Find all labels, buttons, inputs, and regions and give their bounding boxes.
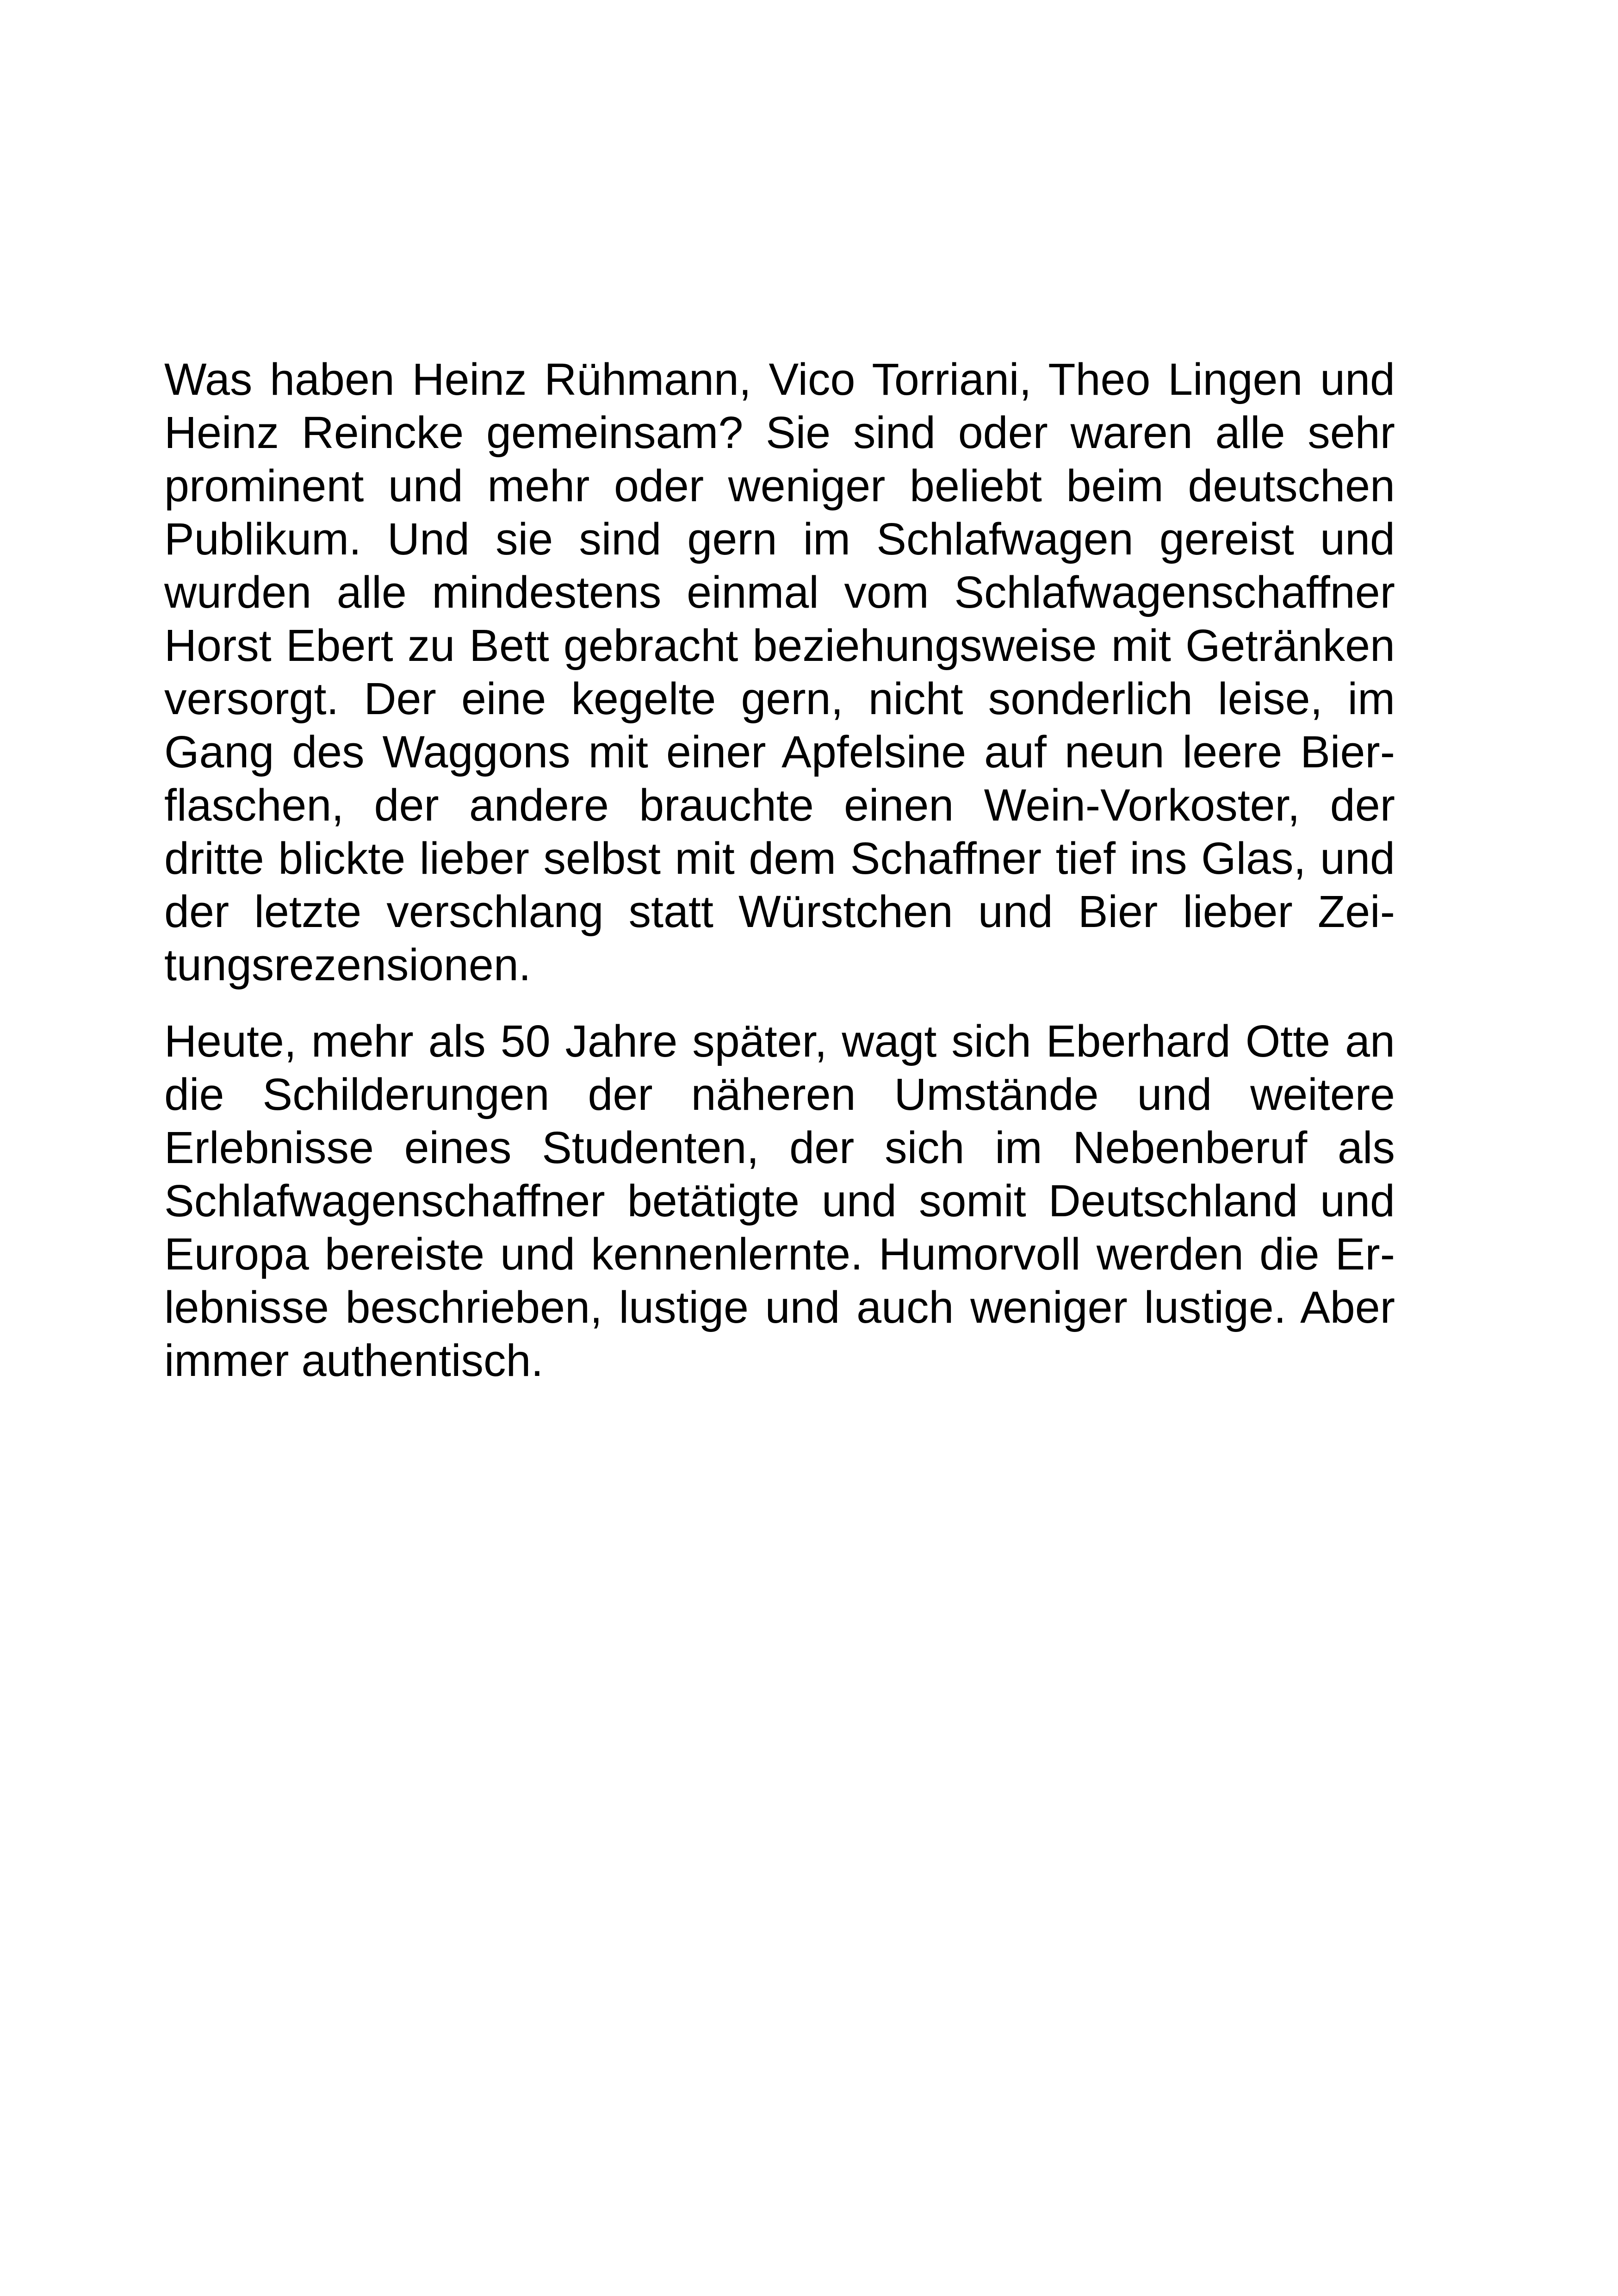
text-line: Heute, mehr als 50 Jahre später, wagt sich Eberhard Otte an: [164, 1016, 1395, 1066]
text-line: die Schilderungen der näheren Umstände und weitere: [164, 1069, 1395, 1120]
text-line: dritte blickte lieber selbst mit dem Schaffner tief ins Glas, und: [164, 833, 1395, 884]
text-line: tungsrezensionen.: [164, 940, 531, 990]
text-line: prominent und mehr oder weniger beliebt beim deutschen: [164, 460, 1395, 511]
text-line: versorgt. Der eine kegelte gern, nicht sonderlich leise, im: [164, 673, 1395, 724]
text-line: immer authentisch.: [164, 1335, 544, 1386]
text-line: Europa bereiste und kennenlernte. Humorvoll werden die Er-: [164, 1229, 1395, 1279]
text-line: Erlebnisse eines Studenten, der sich im Nebenberuf als: [164, 1122, 1395, 1173]
text-line: flaschen, der andere brauchte einen Wein-Vorkoster, der: [164, 780, 1395, 830]
text-line: Was haben Heinz Rühmann, Vico Torriani, Theo Lingen und: [164, 354, 1395, 404]
paragraph-2: [164, 1014, 1395, 1387]
text-line: Publikum. Und sie sind gern im Schlafwagen gereist und: [164, 514, 1395, 564]
text-line: der letzte verschlang statt Würstchen und Bier lieber Zei-: [164, 886, 1395, 937]
blurb-text: [164, 353, 1395, 1387]
paragraph-1: [164, 353, 1395, 991]
text-line: wurden alle mindestens einmal vom Schlafwagenschaffner: [164, 567, 1395, 617]
text-line: Horst Ebert zu Bett gebracht beziehungsweise mit Getränken: [164, 620, 1395, 671]
text-line: lebnisse beschrieben, lustige und auch weniger lustige. Aber: [164, 1282, 1395, 1332]
text-line: Schlafwagenschaffner betätigte und somit Deutschland und: [164, 1176, 1395, 1226]
text-line: Gang des Waggons mit einer Apfelsine auf neun leere Bier-: [164, 727, 1395, 777]
text-line: Heinz Reincke gemeinsam? Sie sind oder waren alle sehr: [164, 407, 1395, 458]
